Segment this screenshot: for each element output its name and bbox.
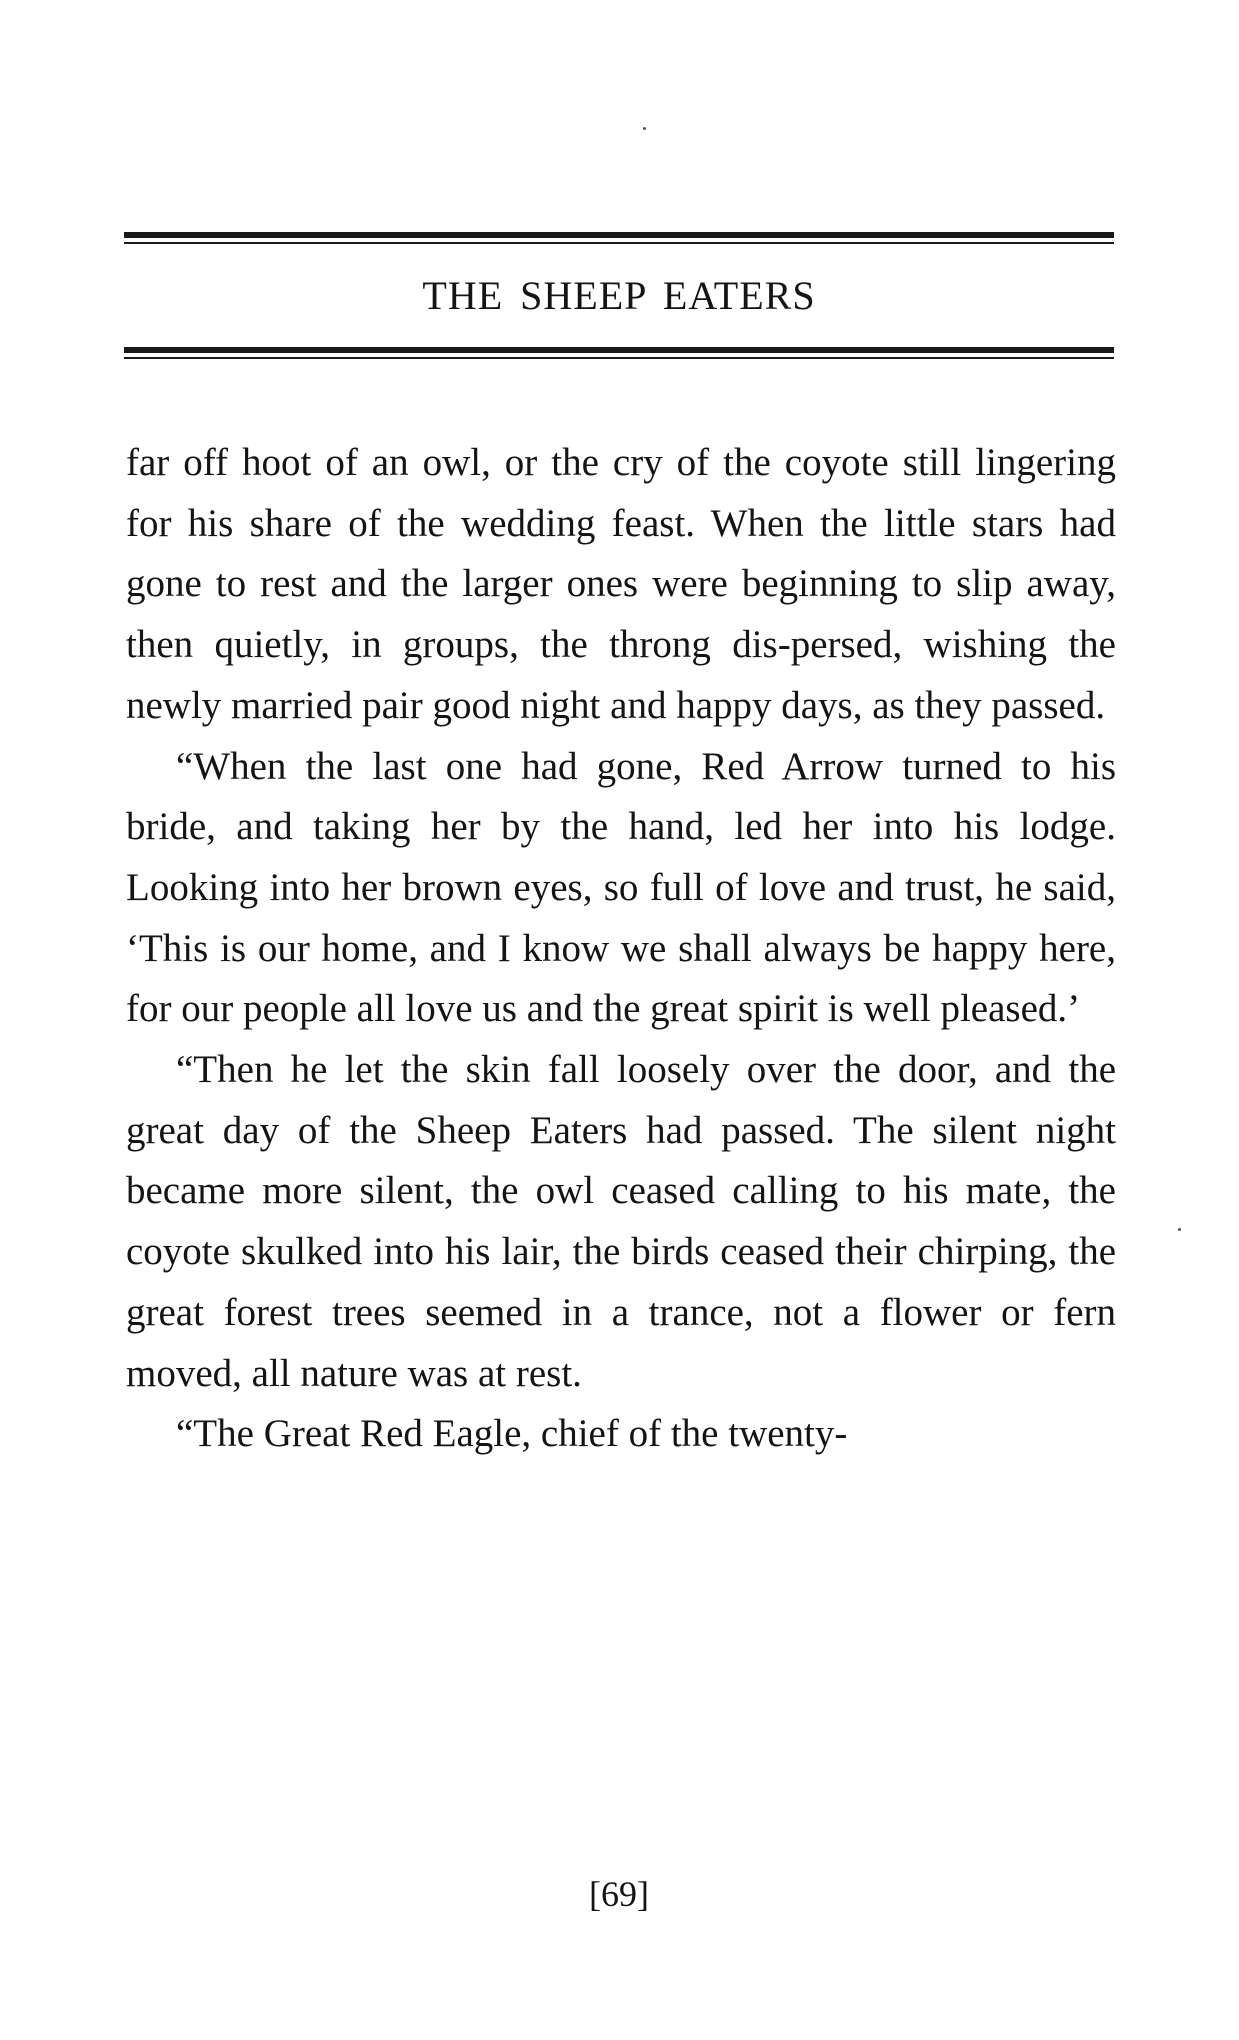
- header-rule-bottom: [124, 347, 1114, 359]
- paragraph: far off hoot of an owl, or the cry of the coyote still lingering for his share of the wedding feast. When the little stars had gone to rest and the larger ones were beginning to slip away, then quietly, in groups, the throng dis-persed, wishing the newly married pair good night and happy days, as they passed.: [126, 441, 1116, 727]
- thin-rule: [124, 242, 1114, 244]
- thin-rule: [124, 357, 1114, 359]
- running-head: THE SHEEP EATERS: [422, 273, 816, 318]
- thick-rule: [124, 347, 1114, 353]
- page-number: [69]: [589, 1874, 649, 1914]
- paragraph: “Then he let the skin fall loosely over the door, and the great day of the Sheep Eaters had passed. The silent night became more silent, the owl ceased calling to his mate, the coyote skulked into his lair, the birds ceased their chirping, the great forest trees seemed in a trance, not a flower or fern moved, all nature was at rest.: [126, 1048, 1116, 1395]
- paragraph: “When the last one had gone, Red Arrow turned to his bride, and taking her by the hand, led her into his lodge. Looking into her brown eyes, so full of love and trust, he said, ‘This is our home, and I know we shall always be happy here, for our people all love us and the great spirit is well pleased.’: [126, 744, 1116, 1031]
- print-speck: [1178, 1228, 1181, 1231]
- paragraph: “The Great Red Eagle, chief of the twenty-: [176, 1412, 848, 1456]
- thick-rule: [124, 232, 1114, 238]
- print-speck: [643, 127, 646, 130]
- body-text: [126, 433, 1116, 1465]
- header-rule-top: [124, 232, 1114, 244]
